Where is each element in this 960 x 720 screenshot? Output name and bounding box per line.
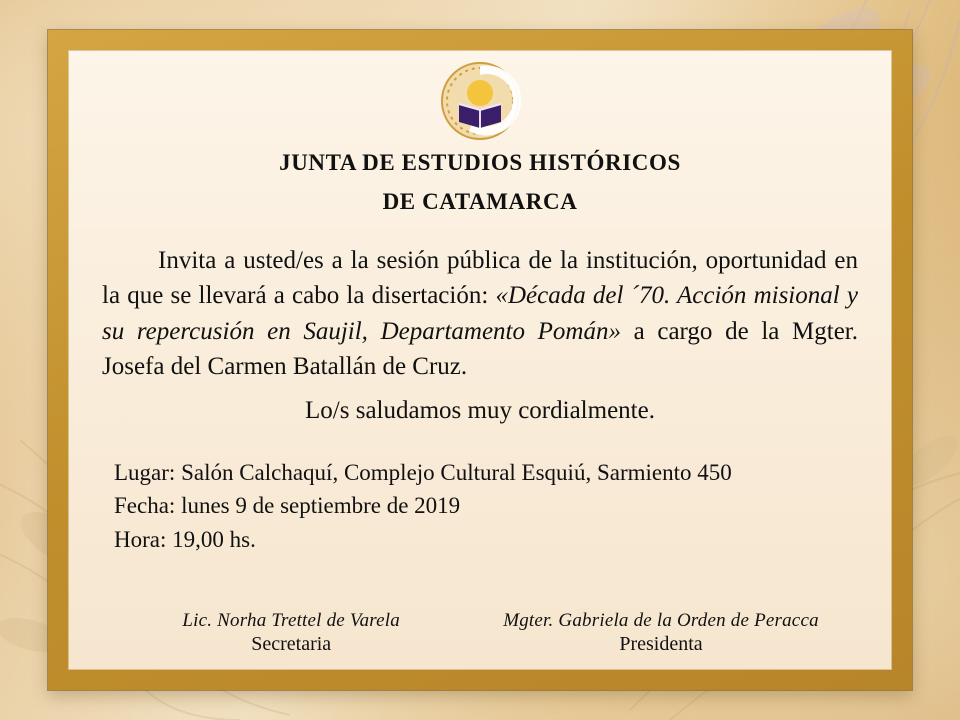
talk-title: «Década del ´70. Acción misional y su repercusión en Saujil, Departamento Pomán» (102, 282, 858, 345)
detail-label-fecha: Fecha: (114, 493, 176, 519)
detail-value-hora: 19,00 hs. (172, 527, 256, 553)
paper-panel (68, 50, 892, 670)
book-with-sun-emblem-icon (439, 60, 521, 142)
organization-title-line2: DE CATAMARCA (382, 189, 578, 215)
detail-row-fecha (114, 489, 864, 523)
signature-name: Mgter. Gabriela de la Orden de Peracca (503, 610, 819, 631)
signature-secretaria (141, 610, 441, 656)
signature-block (96, 610, 864, 656)
logo-container (96, 60, 864, 142)
paragraph-part-1: Invita a usted/es a la sesión pública de la institución, oportunidad en la que se llevará a cabo la disertación: (102, 246, 858, 310)
invitation-content (68, 50, 892, 670)
event-details (96, 456, 864, 557)
detail-row-hora (114, 523, 864, 557)
signature-role: Presidenta (619, 633, 703, 655)
signature-name: Lic. Norha Trettel de Varela (182, 610, 400, 631)
signature-presidenta (503, 610, 819, 656)
organization-title-line1: JUNTA DE ESTUDIOS HISTÓRICOS (279, 150, 681, 175)
decorative-frame (48, 30, 912, 690)
detail-label-hora: Hora: (114, 527, 167, 553)
detail-row-lugar (114, 456, 864, 490)
signature-role: Secretaria (251, 633, 332, 655)
detail-value-fecha: lunes 9 de septiembre de 2019 (181, 493, 461, 519)
invitation-paragraph (96, 243, 864, 385)
paragraph-part-2: a cargo de la Mgter. Josefa del Carmen Batallán de Cruz. (102, 317, 858, 381)
greeting-line: Lo/s saludamos muy cordialmente. (305, 396, 655, 424)
detail-label-lugar: Lugar: (114, 459, 176, 485)
detail-value-lugar: Salón Calchaquí, Complejo Cultural Esquiú, Sarmiento 450 (181, 459, 732, 485)
